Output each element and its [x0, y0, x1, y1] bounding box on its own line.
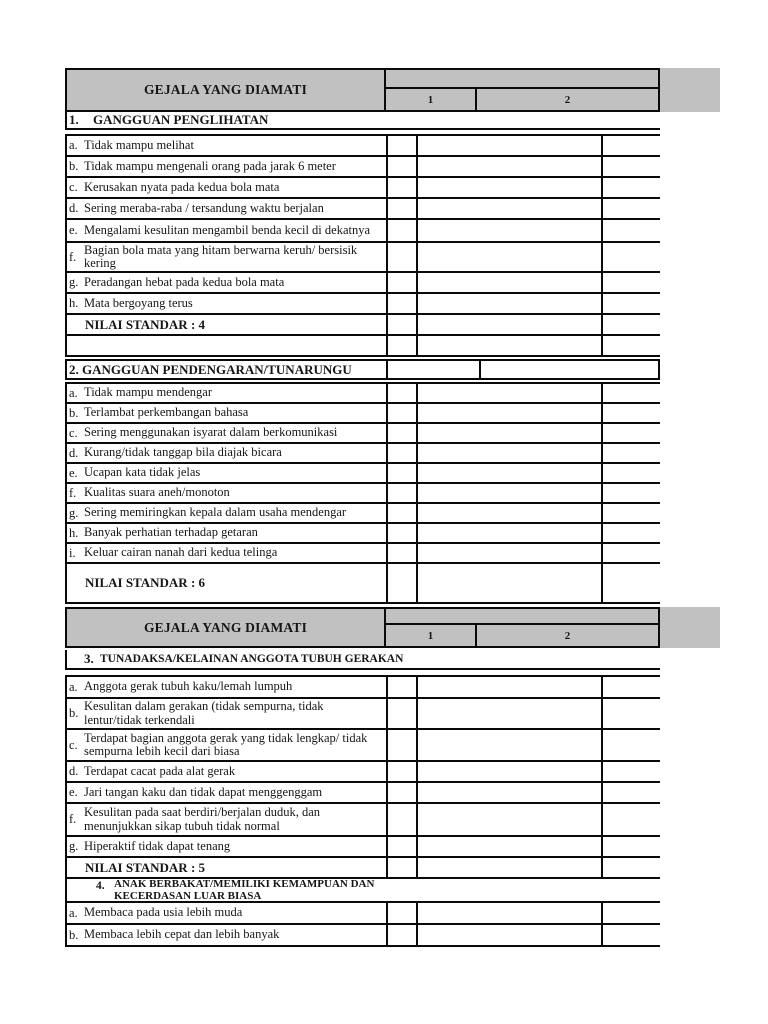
score-cell-2 [601, 544, 658, 562]
table-row [65, 294, 660, 315]
score-cell-2 [601, 384, 658, 402]
score-cell-1 [416, 730, 601, 760]
score-cell-narrow [386, 243, 416, 271]
score-cell-narrow [386, 384, 416, 402]
standard-label: NILAI STANDAR : 5 [85, 859, 206, 875]
score-cell-narrow [386, 903, 416, 923]
section-title-row [65, 112, 660, 130]
section-2-rows [65, 382, 660, 604]
score-cell-narrow [386, 858, 416, 877]
item-text: Membaca lebih cepat dan lebih banyak [84, 927, 280, 942]
item-text: Mata bergoyang terus [84, 295, 193, 310]
score-cell-2 [601, 220, 658, 241]
table-row [65, 220, 660, 243]
header-subrow [386, 623, 658, 646]
score-cell-1 [416, 925, 601, 945]
item-letter: e. [69, 785, 78, 799]
header-subrow [386, 87, 658, 110]
item-text: Kurang/tidak tanggap bila diajak bicara [84, 445, 282, 460]
score-cell-1 [416, 404, 601, 422]
table-row [65, 444, 660, 464]
score-cell-2 [601, 524, 658, 542]
score-cell-narrow [386, 444, 416, 462]
score-cell-1 [416, 903, 601, 923]
score-cell-2 [601, 504, 658, 522]
score-cell-narrow [386, 464, 416, 482]
item-letter: b. [69, 159, 79, 173]
item-letter: b. [69, 706, 79, 720]
standard-row [65, 858, 660, 879]
header-title: GEJALA YANG DIAMATI [143, 82, 308, 97]
header-col-1: 1 [386, 89, 477, 110]
section-number: 3. [84, 651, 94, 666]
score-cell-1 [416, 564, 601, 602]
score-cell-narrow [386, 199, 416, 218]
table-row [65, 804, 660, 837]
table-row [65, 504, 660, 524]
table-row [65, 464, 660, 484]
item-text: Mengalami kesulitan mengambil benda kecil di dekatnya [84, 222, 371, 237]
item-letter: i. [69, 545, 76, 560]
score-cell-1 [416, 424, 601, 442]
score-cell-2 [601, 273, 658, 292]
item-letter: g. [69, 275, 79, 289]
score-cell-1 [416, 220, 601, 241]
score-cell-2 [601, 730, 658, 760]
item-letter: c. [69, 425, 78, 440]
score-cell-2 [601, 336, 658, 355]
observation-checklist [65, 68, 720, 947]
score-cell-1 [416, 178, 601, 197]
section-title-row [65, 650, 660, 670]
item-text: Sering menggunakan isyarat dalam berkomunikasi [84, 425, 338, 440]
item-text: Tidak mampu melihat [84, 137, 194, 152]
item-letter: b. [69, 927, 79, 942]
score-cell-2 [601, 199, 658, 218]
score-cell-1 [416, 804, 601, 835]
score-cell-narrow [386, 524, 416, 542]
score-cell-1 [416, 677, 601, 697]
score-cell-1 [416, 762, 601, 781]
table-row [65, 524, 660, 544]
section-4-rows [65, 903, 660, 947]
section-title: TUNADAKSA/KELAINAN ANGGOTA TUBUH GERAKAN [100, 653, 404, 665]
score-cell-1 [416, 783, 601, 802]
score-cell-1 [416, 504, 601, 522]
header-title-cell [67, 609, 386, 646]
section-title-row [65, 879, 660, 903]
table-row [65, 699, 660, 730]
item-letter: a. [69, 905, 78, 920]
item-text: Banyak perhatian terhadap getaran [84, 525, 258, 540]
standard-row [65, 315, 660, 336]
item-letter: h. [69, 296, 79, 310]
table-row [65, 484, 660, 504]
table-row [65, 730, 660, 762]
standard-label: NILAI STANDAR : 6 [85, 575, 206, 590]
score-cell-narrow [386, 273, 416, 292]
empty-row [65, 336, 660, 357]
score-cell-narrow [386, 762, 416, 781]
header-score-columns [386, 609, 658, 646]
table-row [65, 925, 660, 947]
score-cell-1 [416, 464, 601, 482]
header-empty-strip [386, 70, 658, 87]
table-row [65, 762, 660, 783]
item-text: Bagian bola mata yang hitam berwarna keruh/ bersisik kering [84, 243, 358, 270]
item-letter: e. [69, 465, 78, 480]
table-header-band [65, 607, 720, 648]
item-text: Kesulitan dalam gerakan (tidak sempurna, tidak lentur/tidak terkendali [84, 699, 324, 727]
score-cell-1 [416, 384, 601, 402]
score-cell-1 [416, 199, 601, 218]
score-cell-2 [601, 903, 658, 923]
item-letter: h. [69, 525, 79, 540]
score-cell-narrow [386, 484, 416, 502]
score-cell-narrow [386, 315, 416, 334]
table-row [65, 404, 660, 424]
score-cell-1 [416, 157, 601, 176]
score-cell-1 [416, 858, 601, 877]
score-cell-narrow [386, 136, 416, 155]
score-cell-1 [416, 544, 601, 562]
item-letter: g. [69, 839, 79, 853]
item-text: Terdapat bagian anggota gerak yang tidak lengkap/ tidak sempurna lebih kecil dari biasa [84, 730, 368, 758]
score-cell-narrow [386, 178, 416, 197]
score-cell-2 [601, 484, 658, 502]
score-cell-2 [601, 178, 658, 197]
section-1-rows [65, 134, 660, 357]
item-letter: d. [69, 764, 79, 778]
item-letter: f. [69, 249, 77, 264]
score-cell-2 [601, 294, 658, 313]
header-title-cell [67, 70, 386, 110]
item-text: Terlambat perkembangan bahasa [84, 405, 249, 420]
header-col-2: 2 [564, 93, 571, 106]
score-cell-narrow [386, 677, 416, 697]
section-number: 4. [96, 880, 105, 892]
item-letter: a. [69, 385, 78, 400]
table-header [65, 607, 660, 648]
item-text: Tidak mampu mengenali orang pada jarak 6 meter [84, 158, 336, 173]
item-text: Kualitas suara aneh/monoton [84, 485, 230, 500]
header-col-2: 2 [564, 629, 571, 642]
score-cell-2 [601, 444, 658, 462]
section-number: 2. [69, 361, 79, 377]
score-cell-narrow [386, 699, 416, 728]
table-row [65, 157, 660, 178]
title-score-cell-2 [479, 361, 658, 378]
score-cell-narrow [386, 504, 416, 522]
score-cell-2 [601, 157, 658, 176]
item-letter: a. [69, 138, 78, 152]
section-title-row [65, 359, 660, 380]
section-3-rows [65, 675, 660, 879]
table-row [65, 136, 660, 157]
item-text: Anggota gerak tubuh kaku/lemah lumpuh [84, 679, 293, 694]
score-cell-narrow [386, 804, 416, 835]
standard-label: NILAI STANDAR : 4 [85, 316, 206, 332]
item-letter: e. [69, 223, 78, 237]
score-cell-1 [416, 315, 601, 334]
score-cell-1 [416, 484, 601, 502]
score-cell-1 [416, 699, 601, 728]
table-row [65, 424, 660, 444]
table-row [65, 837, 660, 858]
table-row [65, 178, 660, 199]
item-letter: f. [69, 485, 77, 500]
item-letter: g. [69, 505, 79, 520]
score-cell-1 [416, 273, 601, 292]
table-row [65, 544, 660, 564]
item-text: Membaca pada usia lebih muda [84, 905, 243, 920]
item-text: Tidak mampu mendengar [84, 385, 212, 400]
table-row [65, 677, 660, 699]
score-cell-1 [416, 243, 601, 271]
score-cell-narrow [386, 294, 416, 313]
item-text: Kerusakan nyata pada kedua bola mata [84, 179, 280, 194]
score-cell-2 [601, 783, 658, 802]
section-title: GANGGUAN PENGLIHATAN [93, 112, 269, 127]
score-cell-narrow [386, 544, 416, 562]
score-cell-2 [601, 564, 658, 602]
score-cell-narrow [386, 925, 416, 945]
item-letter: b. [69, 405, 79, 420]
table-row [65, 273, 660, 294]
score-cell-1 [416, 294, 601, 313]
item-text: Kesulitan pada saat berdiri/berjalan duduk, dan menunjukkan sikap tubuh tidak normal [84, 805, 321, 833]
item-text: Jari tangan kaku dan tidak dapat menggenggam [84, 784, 323, 799]
score-cell-narrow [386, 424, 416, 442]
score-cell-1 [416, 524, 601, 542]
item-letter: c. [69, 737, 78, 752]
score-cell-2 [601, 925, 658, 945]
header-title: GEJALA YANG DIAMATI [143, 619, 308, 635]
score-cell-narrow [386, 564, 416, 602]
score-cell-narrow [386, 730, 416, 760]
table-row [65, 384, 660, 404]
title-score-cell-1 [386, 361, 479, 378]
item-text: Terdapat cacat pada alat gerak [84, 763, 236, 778]
item-text: Sering meraba-raba / tersandung waktu berjalan [84, 200, 324, 215]
score-cell-2 [601, 315, 658, 334]
table-header [65, 68, 660, 112]
item-letter: a. [69, 679, 78, 694]
score-cell-narrow [386, 837, 416, 856]
score-cell-narrow [386, 220, 416, 241]
item-text: Peradangan hebat pada kedua bola mata [84, 274, 285, 289]
score-cell-2 [601, 424, 658, 442]
item-text: Ucapan kata tidak jelas [84, 465, 201, 480]
score-cell-narrow [386, 783, 416, 802]
item-letter: d. [69, 445, 79, 460]
score-cell-1 [416, 444, 601, 462]
item-text: Sering memiringkan kepala dalam usaha mendengar [84, 505, 347, 520]
score-cell-2 [601, 858, 658, 877]
table-row [65, 199, 660, 220]
score-cell-2 [601, 464, 658, 482]
item-letter: c. [69, 180, 78, 194]
score-cell-2 [601, 699, 658, 728]
section-number: 1. [69, 112, 79, 127]
item-text: Hiperaktif tidak dapat tenang [84, 838, 231, 853]
header-col-1: 1 [386, 625, 477, 646]
score-cell-narrow [386, 157, 416, 176]
section-title: GANGGUAN PENDENGARAN/TUNARUNGU [82, 361, 352, 377]
item-letter: d. [69, 201, 79, 215]
score-cell-1 [416, 136, 601, 155]
standard-row [65, 564, 660, 604]
table-row [65, 903, 660, 925]
score-cell-1 [416, 336, 601, 355]
table-header-band [65, 68, 720, 112]
score-cell-narrow [386, 336, 416, 355]
section-title: ANAK BERBAKAT/MEMILIKI KEMAMPUAN DAN KECERDASAN LUAR BIASA [114, 879, 375, 902]
score-cell-2 [601, 762, 658, 781]
header-empty-strip [386, 609, 658, 623]
score-cell-2 [601, 804, 658, 835]
score-cell-2 [601, 136, 658, 155]
score-cell-2 [601, 243, 658, 271]
table-row [65, 243, 660, 273]
score-cell-2 [601, 404, 658, 422]
score-cell-2 [601, 677, 658, 697]
table-row [65, 783, 660, 804]
score-cell-1 [416, 837, 601, 856]
item-text: Keluar cairan nanah dari kedua telinga [84, 545, 278, 560]
header-score-columns [386, 70, 658, 110]
score-cell-2 [601, 837, 658, 856]
item-letter: f. [69, 812, 77, 826]
score-cell-narrow [386, 404, 416, 422]
